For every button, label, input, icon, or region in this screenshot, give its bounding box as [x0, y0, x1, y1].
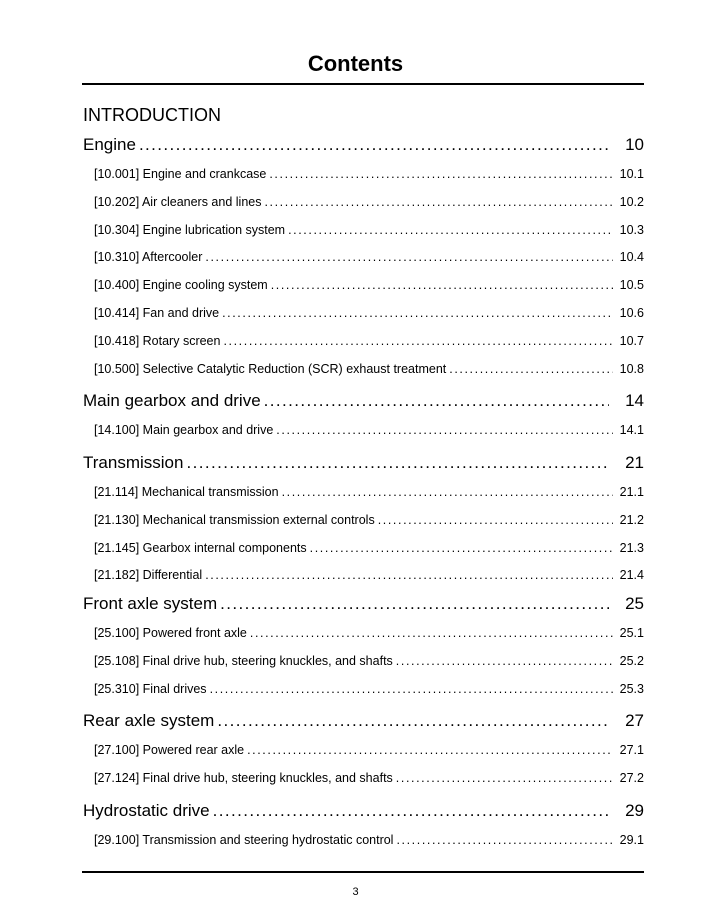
toc-section-entry[interactable]: [94, 305, 644, 321]
dot-leader: [271, 277, 613, 293]
section-page: 21.4: [619, 568, 644, 583]
introduction-heading: INTRODUCTION: [83, 105, 221, 125]
dot-leader: [264, 390, 609, 412]
toc-section-entry[interactable]: [94, 422, 644, 438]
chapter-page: 29: [625, 801, 644, 820]
dot-leader: [139, 134, 609, 156]
toc-section-entry[interactable]: [94, 194, 644, 210]
dot-leader: [282, 484, 613, 500]
toc-section-entry[interactable]: [94, 770, 644, 786]
dot-leader: [205, 567, 613, 583]
section-page: 29.1: [619, 833, 644, 847]
section-title: [25.108] Final drive hub, steering knuckles, and shafts: [94, 653, 393, 668]
chapter-page: 21: [625, 453, 644, 472]
section-title: [10.310] Aftercooler: [94, 250, 203, 265]
toc-chapter-entry[interactable]: [83, 390, 644, 412]
toc-section-entry[interactable]: [94, 249, 644, 265]
chapter-page: 14: [625, 391, 644, 410]
section-page: 10.1: [619, 167, 644, 181]
section-title: [21.114] Mechanical transmission: [94, 485, 279, 499]
toc-section-entry[interactable]: [94, 222, 644, 238]
toc-section-entry[interactable]: [94, 277, 644, 293]
section-page: 10.4: [619, 250, 644, 265]
section-title: [27.124] Final drive hub, steering knuckles, and shafts: [94, 770, 393, 785]
section-title: [10.418] Rotary screen: [94, 333, 221, 348]
section-title: [21.145] Gearbox internal components: [94, 540, 307, 555]
dot-leader: [217, 710, 609, 732]
section-title: [14.100] Main gearbox and drive: [94, 423, 274, 437]
chapter-page: 27: [625, 711, 644, 730]
dot-leader: [396, 832, 613, 848]
toc-section-entry[interactable]: [94, 681, 644, 697]
bottom-rule: [82, 871, 644, 873]
dot-leader: [288, 222, 613, 238]
toc-chapter-entry[interactable]: [83, 134, 644, 156]
section-title: [27.100] Powered rear axle: [94, 743, 245, 757]
dot-leader: [213, 800, 609, 822]
section-page: 10.5: [619, 278, 644, 293]
dot-leader: [396, 770, 613, 786]
chapter-title: Front axle system: [83, 594, 218, 613]
dot-leader: [186, 452, 609, 474]
section-title: [10.400] Engine cooling system: [94, 278, 268, 293]
page-title: Contents: [307, 51, 404, 76]
section-page: 27.2: [619, 770, 644, 785]
dot-leader: [247, 742, 613, 758]
section-title: [10.202] Air cleaners and lines: [94, 194, 262, 209]
top-rule: [82, 83, 644, 85]
section-title: [25.100] Powered front axle: [94, 626, 247, 640]
section-page: 27.1: [619, 743, 644, 757]
toc-section-entry[interactable]: [94, 540, 644, 556]
toc-section-entry[interactable]: [94, 832, 644, 848]
chapter-page: 10: [625, 135, 644, 154]
section-page: 25.3: [619, 681, 644, 696]
dot-leader: [220, 593, 609, 615]
section-title: [10.001] Engine and crankcase: [94, 167, 267, 181]
toc-section-entry[interactable]: [94, 625, 644, 641]
section-page: 21.1: [619, 485, 644, 499]
chapter-title: Hydrostatic drive: [83, 801, 210, 820]
chapter-title: Engine: [83, 135, 136, 154]
section-page: 10.8: [619, 361, 644, 376]
section-page: 14.1: [619, 423, 644, 437]
section-title: [21.182] Differential: [94, 568, 203, 583]
dot-leader: [250, 625, 613, 641]
toc-chapter-entry[interactable]: [83, 800, 644, 822]
section-page: 25.1: [619, 626, 644, 640]
dot-leader: [210, 681, 613, 697]
toc-section-entry[interactable]: [94, 484, 644, 500]
chapter-page: 25: [625, 594, 644, 613]
section-title: [10.414] Fan and drive: [94, 306, 220, 320]
toc-section-entry[interactable]: [94, 742, 644, 758]
chapter-title: Main gearbox and drive: [83, 391, 261, 410]
toc-section-entry[interactable]: [94, 333, 644, 349]
section-page: 25.2: [619, 653, 644, 668]
dot-leader: [223, 333, 613, 349]
toc-section-entry[interactable]: [94, 653, 644, 669]
section-title: [21.130] Mechanical transmission external controls: [94, 512, 375, 527]
chapter-title: Transmission: [83, 453, 184, 472]
section-page: 10.2: [619, 194, 644, 209]
dot-leader: [276, 422, 613, 438]
toc-chapter-entry[interactable]: [83, 593, 644, 615]
section-title: [25.310] Final drives: [94, 681, 207, 696]
section-page: 21.2: [619, 512, 644, 527]
dot-leader: [205, 249, 613, 265]
section-page: 21.3: [619, 540, 644, 555]
dot-leader: [378, 512, 613, 528]
section-title: [29.100] Transmission and steering hydrostatic control: [94, 833, 394, 847]
section-page: 10.3: [619, 222, 644, 237]
toc-section-entry[interactable]: [94, 512, 644, 528]
section-page: 10.6: [619, 306, 644, 320]
toc-section-entry[interactable]: [94, 361, 644, 377]
toc-chapter-entry[interactable]: [83, 452, 644, 474]
dot-leader: [222, 305, 613, 321]
page-number: 3: [352, 886, 359, 898]
section-title: [10.304] Engine lubrication system: [94, 222, 286, 237]
dot-leader: [264, 194, 613, 210]
section-title: [10.500] Selective Catalytic Reduction (SCR) exhaust treatment: [94, 361, 447, 376]
toc-section-entry[interactable]: [94, 166, 644, 182]
dot-leader: [310, 540, 613, 556]
toc-chapter-entry[interactable]: [83, 710, 644, 732]
dot-leader: [449, 361, 613, 377]
section-page: 10.7: [619, 333, 644, 348]
dot-leader: [269, 166, 613, 182]
dot-leader: [396, 653, 613, 669]
toc-section-entry[interactable]: [94, 567, 644, 583]
chapter-title: Rear axle system: [83, 711, 215, 730]
